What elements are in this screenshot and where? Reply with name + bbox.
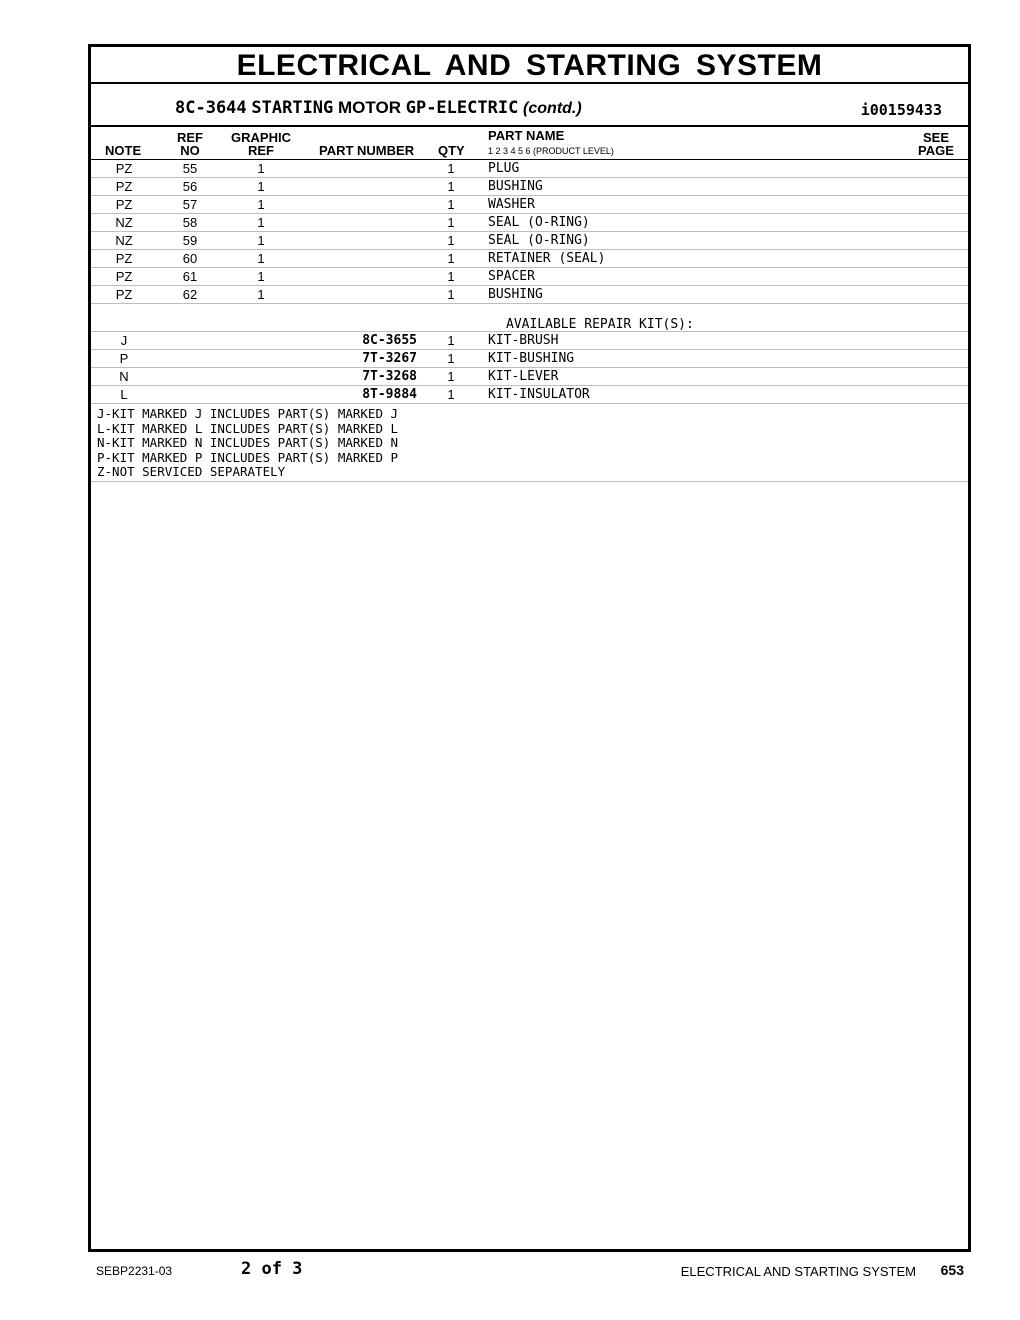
group-name-word-2: MOTOR xyxy=(338,98,401,117)
row-graphic-ref: 1 xyxy=(257,215,265,230)
kit-name: KIT-BUSHING xyxy=(488,351,575,366)
kit-qty: 1 xyxy=(447,351,455,366)
page-frame xyxy=(88,44,971,1252)
kit-qty: 1 xyxy=(447,369,455,384)
row-note: PZ xyxy=(115,287,133,302)
group-title xyxy=(175,98,582,118)
row-note: PZ xyxy=(115,251,133,266)
note-line: N-KIT MARKED N INCLUDES PART(S) MARKED N xyxy=(97,435,399,451)
table-row xyxy=(91,286,968,304)
row-note: PZ xyxy=(115,269,133,284)
kit-row xyxy=(91,350,968,368)
footer-page-number: 653 xyxy=(940,1262,964,1278)
header-graphic-bottom: REF xyxy=(248,143,274,158)
row-graphic-ref: 1 xyxy=(257,179,265,194)
table-row xyxy=(91,178,968,196)
table-row xyxy=(91,214,968,232)
row-graphic-ref: 1 xyxy=(257,161,265,176)
header-qty: QTY xyxy=(438,143,465,158)
footer-section-title: ELECTRICAL AND STARTING SYSTEM xyxy=(680,1264,916,1279)
row-graphic-ref: 1 xyxy=(257,269,265,284)
kit-note: J xyxy=(120,333,128,348)
row-ref-no: 55 xyxy=(182,161,198,176)
row-qty: 1 xyxy=(447,233,455,248)
row-note: NZ xyxy=(115,215,133,230)
row-part-name: SEAL (O-RING) xyxy=(488,215,590,230)
note-line: J-KIT MARKED J INCLUDES PART(S) MARKED J xyxy=(97,406,399,421)
row-qty: 1 xyxy=(447,161,455,176)
kit-part-number: 7T-3268 xyxy=(362,369,417,384)
repair-kits-heading: AVAILABLE REPAIR KIT(S): xyxy=(506,317,694,332)
kit-qty: 1 xyxy=(447,387,455,402)
header-part-number: PART NUMBER xyxy=(319,143,415,158)
row-part-name: BUSHING xyxy=(488,179,543,194)
kit-notes xyxy=(97,407,398,480)
row-note: PZ xyxy=(115,197,133,212)
kit-row xyxy=(91,368,968,386)
footer-document-number: SEBP2231-03 xyxy=(96,1264,173,1278)
notes-divider xyxy=(91,481,968,482)
title-divider xyxy=(91,82,968,84)
row-part-name: WASHER xyxy=(488,197,535,212)
kit-note: L xyxy=(120,387,128,402)
group-name-word-1: STARTING xyxy=(251,98,334,118)
row-part-name: RETAINER (SEAL) xyxy=(488,251,606,266)
table-row xyxy=(91,232,968,250)
note-line: Z-NOT SERVICED SEPARATELY xyxy=(97,464,286,480)
table-row xyxy=(91,250,968,268)
header-ref-top: REF xyxy=(177,130,203,145)
row-graphic-ref: 1 xyxy=(257,251,265,266)
kit-row xyxy=(91,332,968,350)
header-see-bottom: PAGE xyxy=(918,143,954,158)
row-ref-no: 61 xyxy=(182,269,198,284)
kit-note: N xyxy=(119,369,129,384)
row-graphic-ref: 1 xyxy=(257,233,265,248)
kit-name: KIT-LEVER xyxy=(488,369,559,384)
row-qty: 1 xyxy=(447,179,455,194)
note-line: P-KIT MARKED P INCLUDES PART(S) MARKED P xyxy=(97,449,399,465)
row-part-name: BUSHING xyxy=(488,287,543,302)
row-ref-no: 59 xyxy=(182,233,198,248)
row-ref-no: 57 xyxy=(182,197,198,212)
row-note: PZ xyxy=(115,161,133,176)
kit-name: KIT-BRUSH xyxy=(488,333,559,348)
row-part-name: SEAL (O-RING) xyxy=(488,233,590,248)
row-ref-no: 60 xyxy=(182,251,198,266)
table-row xyxy=(91,160,968,178)
header-see-top: SEE xyxy=(922,130,949,145)
header-note: NOTE xyxy=(105,143,142,158)
kit-name: KIT-INSULATOR xyxy=(488,387,590,402)
header-product-levels: 1 2 3 4 5 6 (PRODUCT LEVEL) xyxy=(488,146,614,156)
row-graphic-ref: 1 xyxy=(257,287,265,302)
group-divider xyxy=(91,125,968,127)
row-part-name: SPACER xyxy=(488,269,535,284)
row-qty: 1 xyxy=(447,269,455,284)
row-ref-no: 58 xyxy=(182,215,198,230)
row-ref-no: 56 xyxy=(182,179,198,194)
kit-qty: 1 xyxy=(447,333,455,348)
illustration-id: i00159433 xyxy=(860,101,942,119)
table-row xyxy=(91,196,968,214)
kit-row xyxy=(91,386,968,404)
header-graphic-top: GRAPHIC xyxy=(231,130,291,145)
table-row xyxy=(91,268,968,286)
row-note: NZ xyxy=(115,233,133,248)
group-part-number: 8C-3644 xyxy=(175,98,247,118)
header-part-name: PART NAME xyxy=(488,128,565,143)
kit-part-number: 8C-3655 xyxy=(362,333,417,348)
row-qty: 1 xyxy=(447,287,455,302)
note-line: L-KIT MARKED L INCLUDES PART(S) MARKED L xyxy=(97,420,399,436)
header-ref-bottom: NO xyxy=(180,143,200,158)
row-part-name: PLUG xyxy=(488,161,520,176)
group-name-word-3: GP-ELECTRIC xyxy=(405,98,519,118)
row-qty: 1 xyxy=(447,197,455,212)
row-qty: 1 xyxy=(447,215,455,230)
footer-page-of: 2 of 3 xyxy=(241,1259,303,1279)
row-ref-no: 62 xyxy=(182,287,198,302)
kit-part-number: 7T-3267 xyxy=(362,351,417,366)
row-note: PZ xyxy=(115,179,133,194)
row-qty: 1 xyxy=(447,251,455,266)
page-title: ELECTRICAL AND STARTING SYSTEM xyxy=(236,49,823,82)
kit-note: P xyxy=(119,351,129,366)
group-contd-label: (contd.) xyxy=(523,100,582,117)
row-graphic-ref: 1 xyxy=(257,197,265,212)
kit-part-number: 8T-9884 xyxy=(362,387,417,402)
